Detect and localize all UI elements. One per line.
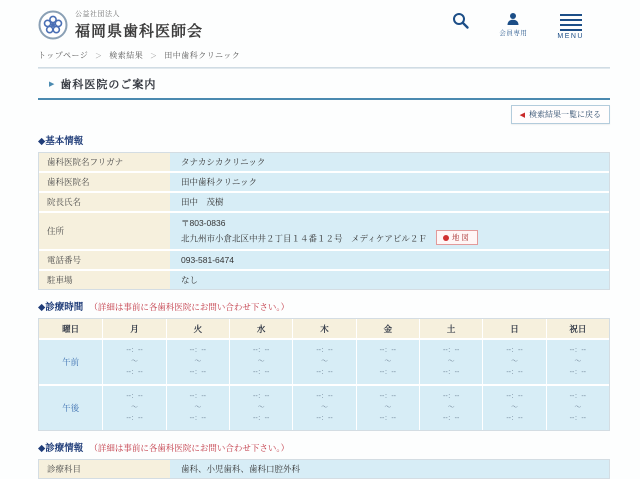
- hours-cell: --：-- ～ --：--: [102, 386, 165, 430]
- column-header: 土: [419, 319, 482, 338]
- hours-cell: --：-- ～ --：--: [546, 386, 609, 430]
- back-button-row: [38, 105, 610, 124]
- address-street: 北九州市小倉北区中井２丁目１４番１２号 メディケアビル２Ｆ: [181, 233, 427, 244]
- map-button[interactable]: [436, 230, 478, 245]
- row-label: 歯科医院名: [39, 173, 170, 191]
- address-block: [181, 216, 478, 246]
- hours-table: [38, 318, 610, 431]
- column-header: 祝日: [546, 319, 609, 338]
- person-icon: [506, 12, 520, 26]
- column-header: 水: [229, 319, 292, 338]
- map-pin-icon: [443, 235, 449, 241]
- hours-cell: --：-- ～ --：--: [166, 386, 229, 430]
- hours-cell: --：-- ～ --：--: [292, 340, 355, 384]
- back-button-label: 検索結果一覧に戻る: [529, 110, 601, 119]
- hours-cell: --：-- ～ --：--: [482, 340, 545, 384]
- hours-note: （詳細は事前に各歯科医院にお問い合わせ下さい。）: [89, 301, 290, 312]
- services-table: [38, 459, 610, 479]
- header-nav: [452, 12, 584, 40]
- phone-number: 093-581-6474: [170, 251, 609, 269]
- column-header: 日: [482, 319, 545, 338]
- org-logo-icon: [38, 10, 68, 40]
- hours-title-text: ◆診療時間: [38, 301, 84, 313]
- row-label: 歯科医院名フリガナ: [39, 153, 170, 171]
- row-value: 田中 茂樹: [170, 193, 609, 211]
- address-postal: 〒803-0836: [181, 218, 226, 228]
- column-header: 曜日: [39, 319, 102, 338]
- row-value: タナカシカクリニック: [170, 153, 609, 171]
- site-header: [38, 7, 610, 47]
- member-area-button[interactable]: [499, 12, 527, 40]
- page-title: 歯科医院のご案内: [60, 79, 157, 91]
- hours-cell: --：-- ～ --：--: [419, 340, 482, 384]
- hours-cell: --：-- ～ --：--: [356, 340, 419, 384]
- column-header: 木: [292, 319, 355, 338]
- back-to-results-button[interactable]: [511, 105, 610, 124]
- table-row: [39, 173, 609, 191]
- row-label: 午後: [39, 386, 102, 430]
- back-arrow-icon: ◀: [519, 111, 525, 119]
- hours-cell: --：-- ～ --：--: [356, 386, 419, 430]
- breadcrumb-link-search-results[interactable]: 検索結果: [109, 51, 144, 60]
- table-row: [39, 193, 609, 211]
- hours-cell: --：-- ～ --：--: [546, 340, 609, 384]
- org-title-block: [75, 9, 203, 41]
- services-note: （詳細は事前に各歯科医院にお問い合わせ下さい。）: [89, 442, 290, 453]
- row-label: 午前: [39, 340, 102, 384]
- table-row: [39, 271, 609, 289]
- page-title-bar: [38, 69, 610, 100]
- menu-label: MENU: [557, 33, 584, 40]
- org-brand[interactable]: [38, 9, 203, 41]
- row-value: [170, 213, 609, 249]
- search-button[interactable]: [452, 12, 469, 40]
- basic-info-table: [38, 152, 610, 290]
- breadcrumb-separator: ＞: [95, 53, 103, 60]
- hours-cell: --：-- ～ --：--: [482, 386, 545, 430]
- table-row-address: [39, 213, 609, 249]
- menu-button[interactable]: [557, 12, 584, 40]
- hours-row-afternoon: [39, 386, 609, 430]
- table-row: [39, 251, 609, 269]
- member-area-label: 会員専用: [499, 30, 528, 37]
- row-label: 駐車場: [39, 271, 170, 289]
- org-name: 福岡県歯科医師会: [75, 23, 204, 40]
- hours-cell: --：-- ～ --：--: [102, 340, 165, 384]
- breadcrumb-link-home[interactable]: トップページ: [38, 51, 89, 60]
- section-title-services: [38, 440, 610, 454]
- row-label: 電話番号: [39, 251, 170, 269]
- row-value: 歯科、小児歯科、歯科口腔外科: [170, 460, 609, 478]
- table-row: [39, 153, 609, 171]
- hours-header-row: [39, 319, 609, 338]
- section-title-hours: [38, 299, 610, 313]
- search-icon: [452, 12, 469, 29]
- column-header: 火: [166, 319, 229, 338]
- row-label: 住所: [39, 213, 170, 249]
- map-button-label: 地図: [451, 233, 471, 243]
- hours-row-morning: [39, 340, 609, 384]
- column-header: 金: [356, 319, 419, 338]
- breadcrumb: [38, 50, 610, 61]
- row-value: なし: [170, 271, 609, 289]
- row-label: 院長氏名: [39, 193, 170, 211]
- breadcrumb-current: 田中歯科クリニック: [164, 51, 241, 60]
- breadcrumb-separator: ＞: [149, 53, 158, 60]
- hours-cell: --：-- ～ --：--: [292, 386, 355, 430]
- column-header: 月: [102, 319, 165, 338]
- section-title-basic-info: ◆基本情報: [38, 136, 84, 147]
- hours-cell: --：-- ～ --：--: [166, 340, 229, 384]
- row-label: 診療科目: [39, 460, 170, 478]
- hours-cell: --：-- ～ --：--: [419, 386, 482, 430]
- hours-cell: --：-- ～ --：--: [229, 386, 292, 430]
- org-subtitle: 公益社団法人: [75, 11, 120, 18]
- page-container: [38, 0, 610, 479]
- hours-cell: --：-- ～ --：--: [229, 340, 292, 384]
- row-value: 田中歯科クリニック: [170, 173, 609, 191]
- services-title-text: ◆診療情報: [38, 442, 84, 454]
- hamburger-icon: [560, 12, 582, 31]
- table-row: [39, 460, 609, 478]
- title-marker-icon: ▶: [49, 81, 55, 88]
